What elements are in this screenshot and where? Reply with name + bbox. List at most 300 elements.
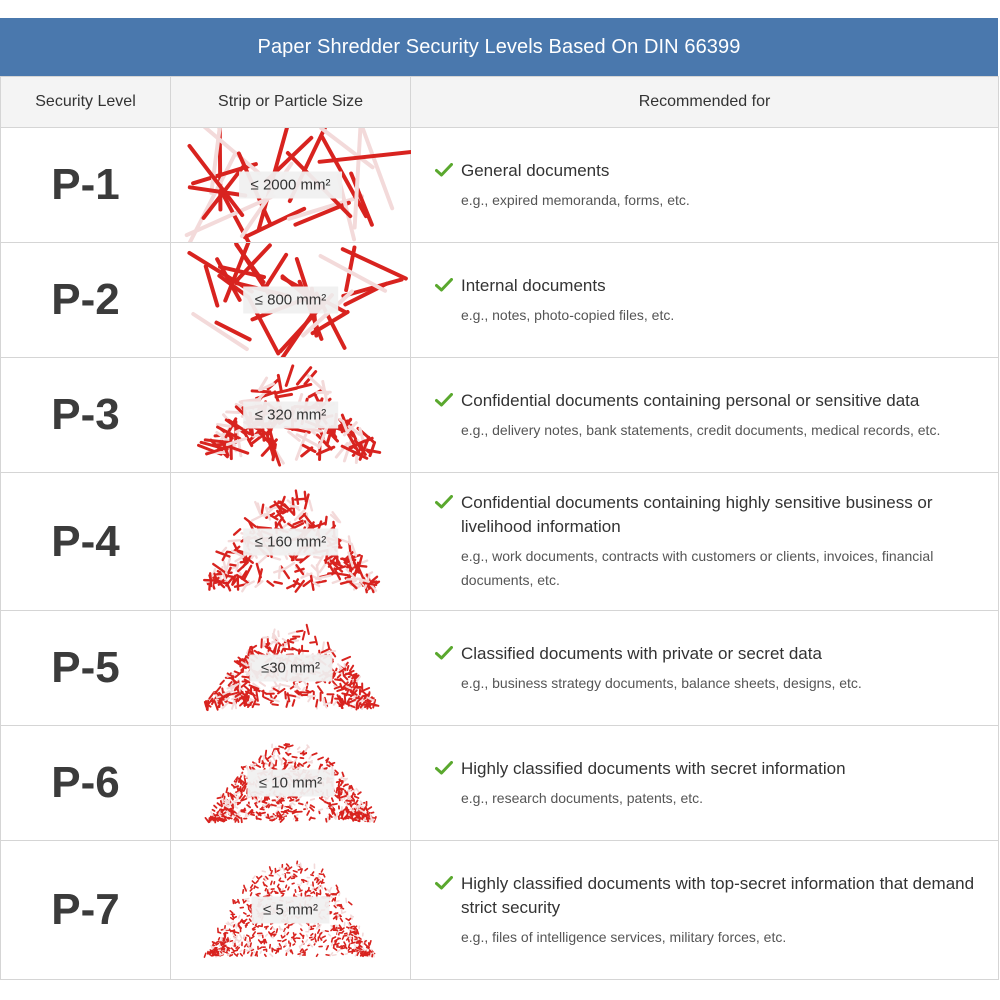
shred-piece (260, 682, 265, 686)
shred-piece (300, 890, 302, 891)
shred-piece (295, 763, 296, 767)
shred-piece (289, 631, 297, 633)
security-level: P-5 (1, 611, 171, 726)
recommendation-example: e.g., delivery notes, bank statements, credit documents, medical records, etc. (461, 421, 941, 438)
shred-piece (365, 941, 366, 942)
shred-piece (265, 954, 266, 956)
shred-piece (239, 928, 241, 929)
shred-piece (336, 788, 337, 793)
shred-piece (217, 803, 220, 805)
shred-piece (293, 933, 294, 935)
shred-piece (250, 889, 252, 891)
shred-piece (332, 798, 333, 801)
shred-piece (253, 929, 255, 930)
shred-piece (359, 938, 361, 940)
shred-piece (343, 935, 346, 936)
shred-piece (234, 818, 235, 820)
shred-piece (344, 942, 346, 945)
shred-piece (366, 954, 369, 955)
shred-piece (255, 887, 258, 888)
shred-piece (355, 796, 359, 798)
shred-piece (301, 929, 302, 930)
shred-piece (278, 812, 280, 815)
particle-size-label: ≤ 10 mm² (247, 770, 334, 797)
shred-piece (293, 871, 297, 872)
shred-piece (240, 954, 242, 956)
shred-piece (279, 746, 283, 747)
shred-piece (204, 953, 205, 957)
shred-piece (274, 891, 277, 892)
shred-piece (324, 940, 326, 942)
shred-piece (222, 688, 223, 692)
shred-piece (247, 935, 249, 936)
shred-piece (232, 795, 233, 800)
shred-piece (265, 889, 266, 891)
shred-piece (229, 809, 232, 810)
shred-piece (221, 942, 222, 944)
shred-piece (344, 676, 348, 680)
shred-piece (231, 918, 233, 920)
shred-piece (246, 812, 247, 817)
shred-piece (254, 690, 260, 691)
shred-piece (226, 788, 227, 792)
shred-piece (321, 936, 325, 938)
shred-piece (217, 696, 221, 697)
shred-piece (299, 887, 300, 890)
shred-piece (287, 583, 297, 588)
shred-piece (236, 798, 240, 801)
shred-piece (252, 810, 253, 813)
shred-piece (283, 936, 284, 937)
shred-piece (211, 946, 213, 947)
shred-piece (347, 938, 348, 940)
shred-piece (235, 703, 236, 708)
particle-size-label: ≤ 160 mm² (243, 528, 339, 555)
shred-piece (222, 948, 223, 950)
shred-piece (349, 902, 352, 905)
shred-piece (295, 816, 298, 820)
shred-piece (279, 799, 284, 800)
particle-size-cell (171, 128, 411, 243)
shred-piece (193, 314, 247, 349)
recommendation-example: e.g., notes, photo-copied files, etc. (461, 306, 675, 323)
shred-piece (370, 814, 371, 819)
shred-piece (300, 863, 301, 867)
shred-piece (337, 915, 339, 916)
shred-piece (316, 700, 317, 707)
recommendation-cell (411, 841, 999, 980)
shred-piece (347, 816, 350, 817)
shred-piece (206, 266, 218, 305)
shred-piece (232, 812, 233, 814)
shred-piece (251, 814, 254, 815)
shred-piece (320, 798, 323, 800)
shred-piece (345, 933, 347, 934)
security-levels-table-container (0, 18, 998, 980)
shred-piece (336, 939, 339, 941)
shred-piece (266, 751, 267, 756)
particle-size-label: ≤ 5 mm² (251, 897, 330, 924)
shred-piece (282, 891, 285, 892)
shred-piece (279, 878, 280, 880)
shred-piece (263, 642, 264, 647)
shred-piece (221, 801, 222, 805)
recommendation-example: e.g., expired memoranda, forms, etc. (461, 191, 690, 208)
shred-piece (278, 375, 281, 391)
shred-piece (372, 955, 373, 957)
shred-piece (307, 811, 309, 815)
recommendation-cell (411, 128, 999, 243)
shred-piece (332, 938, 333, 942)
recommendation-cell (411, 358, 999, 473)
shred-piece (285, 943, 286, 945)
shred-piece (342, 953, 344, 954)
shred-piece (336, 901, 339, 902)
shred-piece (285, 747, 287, 749)
shred-piece (256, 881, 258, 883)
shred-piece (330, 888, 331, 891)
shred-piece (310, 807, 313, 810)
shred-piece (341, 905, 342, 908)
shred-piece (240, 795, 243, 799)
shred-piece (340, 946, 342, 947)
shred-piece (271, 871, 272, 874)
shred-piece (348, 948, 349, 950)
shred-piece (217, 798, 220, 799)
shred-piece (336, 913, 338, 914)
shred-piece (238, 944, 240, 946)
recommendation-example: e.g., files of intelligence services, military forces, etc. (461, 928, 787, 945)
shred-piece (342, 693, 350, 695)
check-icon (435, 495, 453, 509)
shred-piece (342, 772, 343, 776)
shred-piece (357, 808, 358, 811)
shred-piece (309, 500, 312, 510)
shred-piece (275, 582, 282, 584)
shred-piece (360, 941, 361, 944)
shred-piece (325, 888, 326, 890)
shred-piece (335, 770, 338, 773)
shred-piece (263, 757, 264, 761)
shred-piece (319, 933, 320, 937)
shred-piece (218, 424, 230, 426)
shred-piece (237, 948, 239, 950)
shred-piece (265, 926, 268, 927)
shred-piece (262, 871, 265, 872)
shred-piece (317, 565, 318, 577)
shred-piece (315, 878, 317, 880)
shred-piece (345, 784, 348, 785)
check-icon (435, 646, 453, 660)
shred-piece (219, 938, 220, 940)
shred-piece (253, 932, 255, 935)
shred-piece (333, 955, 336, 956)
check-icon (435, 761, 453, 775)
recommendation-cell (411, 243, 999, 358)
shred-piece (351, 935, 353, 936)
shred-piece (352, 803, 355, 805)
shred-piece (295, 499, 305, 500)
shred-piece (286, 366, 293, 386)
shred-piece (312, 872, 313, 874)
shred-piece (320, 938, 321, 940)
shred-piece (289, 811, 293, 812)
shred-piece (264, 255, 286, 290)
shred-piece (209, 692, 214, 698)
recommendation-cell (411, 726, 999, 841)
shred-piece (243, 921, 244, 923)
shred-piece (219, 818, 223, 819)
shred-piece (228, 954, 230, 955)
security-level: P-6 (1, 726, 171, 841)
shred-piece (288, 887, 289, 890)
shred-piece (337, 931, 338, 933)
shred-piece (260, 947, 262, 948)
shred-piece (292, 876, 295, 877)
shred-piece (291, 638, 296, 639)
shred-piece (292, 938, 295, 939)
table-row (1, 611, 999, 726)
shred-piece (346, 919, 349, 921)
shred-piece (291, 506, 299, 507)
shred-piece (314, 942, 315, 943)
shred-piece (236, 936, 237, 938)
shred-piece (294, 939, 296, 942)
table-row (1, 243, 999, 358)
shred-piece (283, 639, 287, 642)
shred-piece (263, 799, 267, 801)
shred-piece (232, 948, 234, 951)
shred-piece (232, 701, 234, 709)
particle-size-cell (171, 841, 411, 980)
shred-piece (318, 886, 320, 889)
shred-piece (286, 701, 287, 706)
shred-piece (323, 642, 324, 650)
shred-piece (318, 876, 320, 879)
shred-piece (231, 435, 232, 459)
shred-piece (293, 700, 295, 706)
shred-piece (278, 884, 279, 886)
shred-piece (240, 935, 242, 938)
recommendation-cell (411, 611, 999, 726)
shred-piece (286, 951, 289, 952)
shred-piece (287, 864, 289, 866)
table-title: Paper Shredder Security Levels Based On DIN 66399 (257, 35, 741, 58)
check-icon (435, 393, 453, 407)
shred-piece (347, 666, 348, 670)
recommendation-title: Highly classified documents with secret information (461, 758, 846, 778)
shred-piece (321, 869, 322, 872)
shred-piece (311, 805, 315, 807)
shred-piece (291, 804, 292, 807)
shred-piece (274, 816, 276, 818)
shred-piece (349, 929, 352, 930)
shred-piece (245, 695, 246, 702)
shred-piece (277, 870, 279, 871)
shred-piece (257, 877, 259, 879)
shred-piece (297, 631, 303, 632)
shred-piece (333, 948, 336, 950)
shred-piece (351, 940, 352, 943)
table-title-banner (0, 18, 998, 76)
particle-size-label: ≤ 2000 mm² (239, 172, 343, 199)
shred-piece (332, 804, 337, 805)
shred-piece (227, 583, 230, 590)
shred-piece (237, 954, 238, 956)
shred-piece (276, 388, 296, 393)
shred-piece (238, 562, 248, 571)
shred-piece (293, 812, 296, 813)
shred-piece (292, 757, 296, 758)
shred-piece (222, 794, 223, 797)
shred-piece (290, 950, 291, 952)
recommendation-title: Confidential documents containing highly sensitive business or livelihood information (461, 493, 933, 536)
shred-piece (236, 947, 237, 949)
security-level: P-4 (1, 473, 171, 611)
shred-piece (337, 950, 339, 952)
shred-piece (327, 765, 329, 766)
shred-piece (318, 757, 323, 759)
shred-piece (269, 932, 270, 934)
shred-piece (341, 818, 346, 819)
shred-piece (308, 945, 310, 946)
recommendation-title: Highly classified documents with top-secret information that demand strict security (461, 873, 975, 917)
shred-piece (311, 893, 313, 894)
recommendation-cell (411, 473, 999, 611)
shred-piece (307, 935, 308, 937)
shred-piece (330, 896, 332, 897)
shred-piece (315, 937, 316, 941)
shred-piece (362, 951, 364, 952)
shred-piece (368, 813, 369, 815)
shred-piece (260, 813, 265, 814)
shred-piece (294, 810, 297, 811)
shred-piece (317, 954, 318, 956)
shred-piece (283, 758, 286, 760)
shred-piece (272, 686, 278, 688)
shred-piece (308, 762, 312, 763)
particle-size-label: ≤ 320 mm² (243, 402, 339, 429)
shred-piece (241, 789, 242, 794)
shred-piece (326, 955, 330, 956)
shred-piece (236, 902, 238, 903)
shred-piece (290, 745, 293, 746)
shred-piece (342, 657, 350, 660)
check-icon (435, 163, 453, 177)
security-levels-table (0, 76, 999, 980)
shred-piece (305, 949, 307, 950)
shred-piece (279, 567, 280, 578)
shred-piece (226, 923, 228, 924)
shred-piece (300, 933, 303, 936)
shred-piece (347, 807, 348, 810)
shred-piece (253, 693, 255, 698)
security-level: P-3 (1, 358, 171, 473)
shred-piece (336, 813, 337, 818)
shred-piece (309, 944, 312, 947)
shred-piece (259, 940, 261, 943)
shred-piece (220, 681, 223, 685)
shred-piece (230, 911, 232, 913)
shred-piece (319, 809, 322, 810)
shred-piece (332, 696, 333, 703)
shred-piece (337, 892, 339, 894)
table-row (1, 358, 999, 473)
shred-piece (250, 943, 251, 946)
shred-piece (239, 916, 240, 918)
recommendation-title: Internal documents (461, 275, 606, 295)
shred-piece (332, 899, 333, 901)
shred-piece (277, 874, 279, 876)
recommendation-example: e.g., work documents, contracts with customers or clients, invoices, financial documents, etc. (461, 548, 934, 588)
shred-piece (260, 951, 261, 953)
shred-piece (238, 900, 239, 903)
recommendation-example: e.g., business strategy documents, balance sheets, designs, etc. (461, 674, 862, 691)
shred-piece (318, 881, 320, 884)
shred-piece (257, 926, 259, 927)
recommendation-title: Confidential documents containing personal or sensitive data (461, 390, 920, 410)
shred-piece (247, 905, 249, 907)
shred-piece (286, 885, 287, 887)
shred-piece (310, 642, 315, 643)
shred-piece (272, 704, 278, 705)
shred-piece (355, 937, 357, 938)
shred-piece (252, 514, 265, 520)
particle-size-cell (171, 358, 411, 473)
security-level: P-2 (1, 243, 171, 358)
shred-piece (247, 915, 249, 916)
shred-piece (328, 817, 329, 820)
header-recommended-for: Recommended for (411, 77, 999, 128)
shred-piece (350, 666, 353, 671)
shred-piece (355, 800, 357, 804)
shred-piece (252, 881, 254, 883)
shred-piece (213, 819, 216, 820)
shred-piece (227, 412, 239, 413)
shred-piece (259, 935, 261, 936)
shred-piece (269, 805, 270, 807)
shred-piece (277, 813, 278, 817)
shred-piece (342, 699, 343, 705)
shred-piece (298, 884, 300, 885)
shred-piece (266, 934, 267, 936)
shred-piece (253, 876, 255, 878)
shred-piece (251, 893, 252, 896)
recommendation-title: Classified documents with private or secret data (461, 643, 822, 663)
particle-size-cell (171, 243, 411, 358)
shred-piece (320, 563, 327, 572)
shred-piece (339, 793, 341, 794)
shred-piece (351, 926, 354, 927)
shred-piece (245, 899, 249, 900)
shred-piece (267, 581, 273, 585)
shred-piece (212, 810, 214, 811)
shred-piece (268, 756, 271, 758)
shred-piece (352, 793, 354, 797)
shred-piece (252, 391, 270, 392)
security-level: P-7 (1, 841, 171, 980)
particle-size-cell (171, 726, 411, 841)
shred-piece (342, 931, 343, 932)
shred-piece (308, 765, 309, 767)
shred-piece (236, 932, 239, 933)
shred-piece (329, 934, 331, 936)
shred-piece (282, 805, 283, 808)
shred-piece (210, 573, 211, 586)
shred-piece (222, 944, 224, 945)
header-row (1, 77, 999, 128)
shred-piece (221, 952, 222, 954)
